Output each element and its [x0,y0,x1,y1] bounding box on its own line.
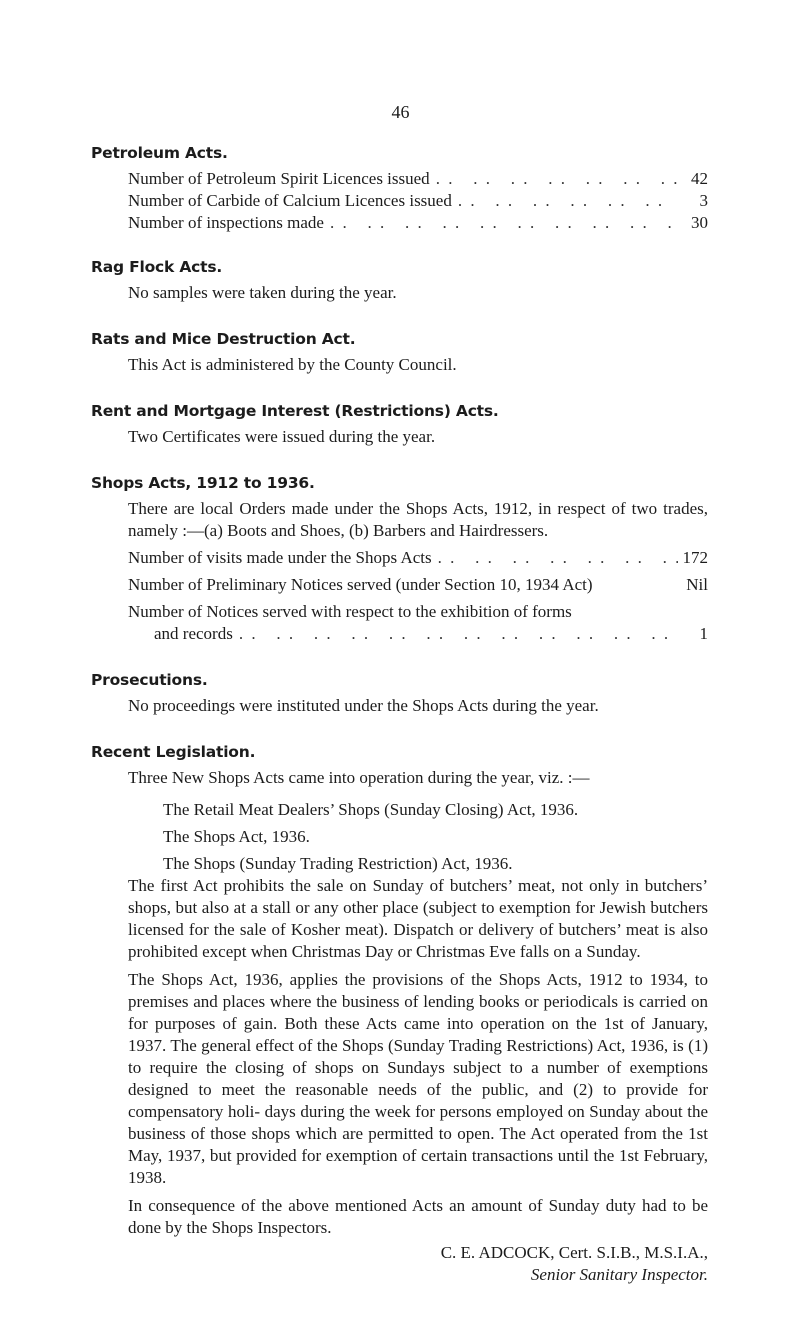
list-item: The Shops (Sunday Trading Restriction) Act, 1936. [163,854,513,873]
leader-dots [324,212,678,234]
page-number: 46 [391,102,410,122]
stat-label: Number of Petroleum Spirit Licences issued [128,169,430,188]
list-item: The Retail Meat Dealers’ Shops (Sunday Closing) Act, 1936. [163,800,579,819]
section-petroleum [93,142,708,234]
shops-intro: There are local Orders made under the Shops Acts, 1912, in respect of two trades, namely :—(a) Boots and Shoes, (b) Barbers and Hairdressers. [128,499,708,540]
stat-value: 3 [699,191,708,210]
section-rag-flock [93,256,708,304]
stat-label: Number of Preliminary Notices served (under Section 10, 1934 Act) [128,575,593,594]
section-text: No proceedings were instituted under the Shops Acts during the year. [128,696,599,715]
section-heading: Shops Acts, 1912 to 1936. [91,474,315,492]
stat-row [128,212,708,234]
section-shops [93,472,708,645]
signature-block [93,1242,708,1286]
stat-value: 30 [691,213,708,232]
stat-row [128,547,708,569]
stat-row [128,168,708,190]
paragraph: The Shops Act, 1936, applies the provisions of the Shops Acts, 1912 to 1934, to premises and places where the business of lending books or periodicals is carried on for purposes of gain. Both these Acts came into operation on the 1st of January, 1937. The general effect of the Shops (Sunday Trading Restrictions) Act, 1936, is (1) to require the closing of shops on Sundays subject to a number of exemptions designed to meet the reasonable needs of the public, and (2) to provide for compensatory holi- days during the week for persons employed on Sunday about the business of those shops which are permitted to open. The Act operated from the 1st May, 1937, but provided for exemption of certain transactions until the 1st February, 1938. [128,970,708,1187]
stat-value: 1 [699,624,708,643]
section-heading: Prosecutions. [91,671,208,689]
section-heading: Rats and Mice Destruction Act. [91,330,356,348]
section-text: No samples were taken during the year. [128,283,397,302]
act-list [163,799,708,875]
section-body [128,767,708,1239]
legislation-intro: Three New Shops Acts came into operation during the year, viz. :— [128,768,590,787]
signature-name: C. E. ADCOCK, Cert. S.I.B., M.S.I.A., [440,1243,708,1262]
section-recent-legislation [93,741,708,1286]
section-prosecutions [93,669,708,717]
stat-label-line: Number of Notices served with respect to the exhibition of forms [128,602,572,621]
section-heading: Recent Legislation. [91,743,256,761]
page-content [93,142,708,1286]
stat-row [128,190,708,212]
section-body [128,498,708,645]
stat-label: Number of Carbide of Calcium Licences issued [128,191,452,210]
section-rats-mice [93,328,708,376]
paragraph: The first Act prohibits the sale on Sunday of butchers’ meat, not only in butchers’ shops, but also at a stall or any other place (subject to exemption for Jewish butchers licensed for the sale of Kosher meat). Dispatch or delivery of butchers’ meat is also prohibited except when Christmas Day or Christmas Eve falls on a Sunday. [128,876,708,961]
section-heading: Rag Flock Acts. [91,258,223,276]
leader-dots [452,190,678,212]
leader-dots [432,547,678,569]
stat-value: 172 [682,548,708,567]
section-text: This Act is administered by the County Council. [128,355,457,374]
list-item: The Shops Act, 1936. [163,827,310,846]
stat-label: Number of visits made under the Shops Acts [128,548,432,567]
leader-dots [430,168,678,190]
stat-row [128,623,708,645]
stat-label: Number of inspections made [128,213,324,232]
section-body [128,168,708,234]
signature-title: Senior Sanitary Inspector. [530,1265,708,1284]
section-heading: Rent and Mortgage Interest (Restrictions) Acts. [91,402,499,420]
paragraph: In consequence of the above mentioned Acts an amount of Sunday duty had to be done by the Shops Inspectors. [128,1196,708,1237]
section-rent-mortgage [93,400,708,448]
stat-value: 42 [691,169,708,188]
section-text: Two Certificates were issued during the year. [128,427,436,446]
section-heading: Petroleum Acts. [91,144,228,162]
leader-dots [233,623,678,645]
stat-value: Nil [686,575,708,594]
stat-row [128,574,708,596]
stat-label: and records [154,624,233,643]
